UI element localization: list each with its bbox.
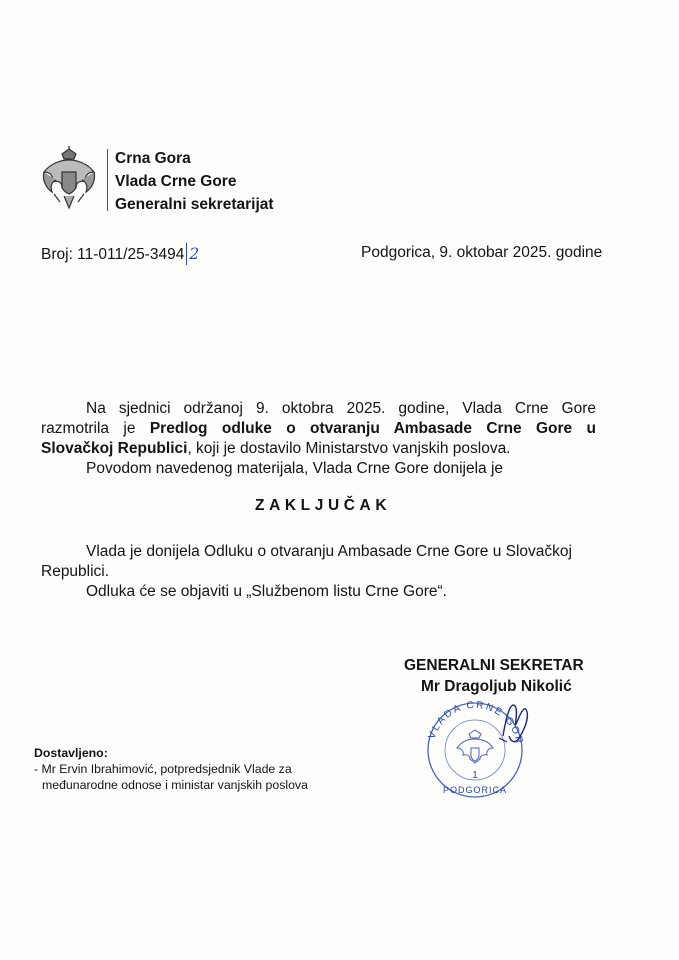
stamp-number: 1 [472,770,478,781]
p1-line2-regular: razmotrila je [41,420,150,437]
signatory-name: Mr Dragoljub Nikolić [421,678,572,695]
conclusion-heading: ZAKLJUČAK [255,497,392,514]
paragraph-1-line-2 [41,419,596,439]
conclusion-line-2: Republici. [41,563,110,580]
paragraph-1-line-3 [41,439,596,459]
reference-number [41,243,199,265]
conclusion-line-3: Odluka će se objaviti u „Službenom listu Crne Gore“. [86,583,447,600]
signatory-title: GENERALNI SEKRETAR [404,657,584,674]
header-office: Generalni sekretarijat [115,196,274,213]
distribution-item-line-1: - Mr Ervin Ibrahimović, potpredsjednik Vlade za [34,762,292,776]
reference-number-text: Broj: 11-011/25-3494 [41,246,185,263]
header-divider [107,149,108,211]
handwritten-suffix: 2 [189,245,200,263]
paragraph-1-line-1: Na sjednici održanoj 9. oktobra 2025. godine, Vlada Crne Gore [86,400,596,417]
p1-line3-regular: , koji je dostavilo Ministarstvo vanjskih poslova. [187,440,511,457]
p1-line2-bold: Predlog odluke o otvaranju Ambasade Crne Gore u [149,420,596,437]
conclusion-line-1: Vlada je donijela Odluku o otvaranju Ambasade Crne Gore u Slovačkoj [86,543,572,560]
distribution-item-line-2: međunarodne odnose i ministar vanjskih poslova [42,778,308,792]
stamp-emblem-icon [457,730,493,763]
coat-of-arms-icon [40,146,98,212]
distribution-label: Dostavljeno: [34,746,108,760]
official-stamp [415,692,535,802]
stamp-city: PODGORICA [442,785,508,795]
header-country: Crna Gora [115,150,191,167]
paragraph-2: Povodom navedenog materijala, Vlada Crne Gore donijela je [86,460,504,477]
place-date: Podgorica, 9. oktobar 2025. godine [361,244,603,261]
svg-text:VLADA CRNE GORE [415,692,525,746]
stamp-ring-text: VLADA CRNE GOR [426,699,525,747]
p1-line3-bold: Slovačkoj Republici [41,440,188,457]
header-government: Vlada Crne Gore [115,173,237,190]
